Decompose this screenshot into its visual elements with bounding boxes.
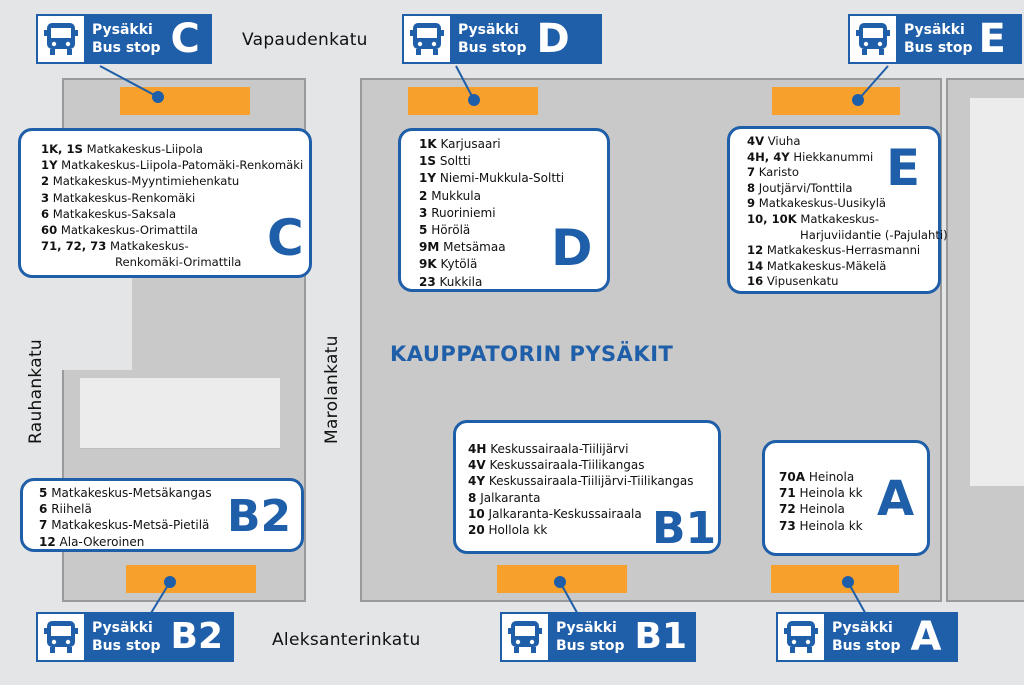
route-number: 71 [779,486,796,501]
route-row [779,469,863,485]
route-number: 12 [747,243,764,258]
route-number: 9K [419,257,437,272]
route-number: 8 [468,490,477,505]
route-number: 3 [419,205,428,220]
route-destination: Karisto [758,165,799,180]
route-panel-b2 [20,478,304,552]
route-destination: Viuha [767,134,801,148]
route-number: 2 [41,174,50,189]
route-destination: Keskussairaala-Tiilikangas [489,458,645,473]
route-destination: Matkakeskus-Myyntimiehenkatu [52,174,240,189]
route-number: 5 [419,223,428,238]
route-number: 4H [468,442,487,456]
route-destination: Ala-Okeroinen [59,534,145,549]
panel-letter-b1: B1 [652,503,717,554]
route-destination: Matkakeskus-Metsäkangas [51,486,212,500]
route-panel-c [18,128,312,278]
route-row [41,206,303,222]
route-panel-a [762,440,930,556]
route-destination: Kytölä [440,257,478,272]
route-row [419,170,564,187]
route-destination: Hollola kk [488,523,548,538]
route-row [41,173,303,189]
sign-letter: B2 [170,616,224,657]
route-destination: Harjuviidantie (-Pajulahti) [800,227,948,242]
route-destination: Matkakeskus-Herrasmanni [766,243,921,258]
route-number: 70A [779,470,805,484]
sign-text-en: Bus stop [556,638,625,654]
route-row [779,501,863,517]
sign-text-en: Bus stop [458,40,527,56]
route-destination: Matkakeskus-Liipola-Patomäki-Renkomäki [61,158,304,173]
street-marolankatu: Marolankatu [322,335,342,444]
route-panel-b1 [453,420,721,554]
route-list-d [419,136,564,291]
route-row [468,473,694,489]
route-destination: Niemi-Mukkula-Soltti [439,171,565,186]
route-destination: Soltti [439,154,471,169]
route-number: 4V [468,458,486,473]
route-row [419,153,564,170]
stop-sign-d [402,14,602,64]
stop-sign-b1 [500,612,696,662]
panel-letter-b2: B2 [227,491,292,542]
route-number: 9 [747,196,756,211]
bus-icon [404,16,450,62]
route-number: 1S [419,154,436,169]
route-row [41,254,303,270]
sign-text-fi: Pysäkki [92,620,153,636]
stop-sign-b2 [36,612,234,662]
route-number: 16 [747,274,764,289]
route-destination: Hiekkanummi [793,149,874,164]
route-number: 1K, 1S [41,142,83,156]
route-number: 1K [419,137,437,151]
route-row [419,136,564,153]
panel-letter-a: A [877,471,915,527]
sign-letter: D [536,16,570,62]
sign-letter: C [170,16,200,62]
route-row [747,259,948,275]
route-number: 4V [747,134,765,148]
route-number: 71, 72, 73 [41,239,107,254]
route-row [747,212,948,228]
route-destination: Kukkila [439,274,483,289]
route-row [468,441,694,457]
route-row [747,274,948,290]
sign-text-en: Bus stop [904,40,973,56]
route-row [747,228,948,244]
route-number: 20 [468,523,485,538]
route-number: 1Y [419,171,437,186]
route-destination: Keskussairaala-Tiilijärvi [490,442,629,456]
route-destination: Hörölä [431,223,471,238]
route-row [419,222,564,239]
route-destination: Vipusenkatu [766,274,839,289]
route-destination: Matkakeskus- [800,211,880,226]
route-number: 10 [468,506,485,521]
route-list-a [779,469,863,534]
route-row [419,205,564,222]
route-row [39,501,212,517]
route-number: 73 [779,518,796,533]
bus-icon [778,614,824,660]
route-row [39,485,212,501]
bus-icon [38,614,84,660]
route-number: 2 [419,188,428,203]
sign-text-fi: Pysäkki [92,22,153,38]
route-row [779,518,863,534]
route-row [419,239,564,256]
sign-letter: A [910,614,942,660]
street-rauhankatu: Rauhankatu [26,339,46,444]
route-row [41,222,303,238]
route-list-c [41,141,303,271]
sign-text-en: Bus stop [832,638,901,654]
route-row [39,534,212,550]
route-panel-d [398,128,610,292]
route-number: 14 [747,258,764,273]
bus-icon [38,16,84,62]
route-destination: Heinola kk [799,518,863,533]
sign-letter: E [978,16,1006,62]
route-destination: Jalkaranta [480,490,541,505]
sign-text-fi: Pysäkki [832,620,893,636]
route-destination: Matkakeskus-Orimattila [60,223,198,238]
route-row [41,190,303,206]
route-destination: Matkakeskus-Metsä-Pietilä [51,518,210,533]
route-number: 12 [39,534,56,549]
route-number: 6 [41,206,50,221]
route-destination: Karjusaari [440,137,501,151]
route-destination: Matkakeskus- [109,239,189,254]
route-number: 7 [39,518,48,533]
route-number: 4Y [468,474,486,489]
route-destination: Heinola [799,502,845,517]
route-number: 5 [39,486,48,500]
route-destination: Matkakeskus-Renkomäki [52,190,196,205]
route-destination: Metsämaa [443,240,506,255]
route-destination: Matkakeskus-Liipola [86,142,203,156]
page-title: KAUPPATORIN PYSÄKIT [390,342,674,366]
route-number: 6 [39,502,48,517]
route-number: 9M [419,240,440,255]
route-number: 10, 10K [747,211,797,226]
route-row [779,485,863,501]
route-row [41,141,303,157]
route-number: 23 [419,274,436,289]
route-number: 72 [779,502,796,517]
route-number: 60 [41,223,58,238]
route-panel-e [727,126,948,294]
route-destination: Matkakeskus-Mäkelä [766,258,887,273]
street-aleksanterinkatu: Aleksanterinkatu [272,630,421,650]
route-number: 4H, 4Y [747,149,790,164]
route-destination: Renkomäki-Orimattila [115,255,242,270]
route-destination: Keskussairaala-Tiilijärvi-Tiilikangas [488,474,694,489]
panel-letter-d: D [551,219,593,277]
route-destination: Ruoriniemi [431,205,496,220]
route-destination: Jalkaranta-Keskussairaala [488,506,642,521]
route-row [419,256,564,273]
route-row [39,517,212,533]
route-row [419,188,564,205]
stop-sign-a [776,612,958,662]
stop-sign-e [848,14,1022,64]
sign-text-en: Bus stop [92,40,161,56]
route-destination: Joutjärvi/Tonttila [758,180,853,195]
bus-icon [502,614,548,660]
route-number: 8 [747,180,756,195]
route-number: 1Y [41,158,58,173]
route-row [747,196,948,212]
route-destination: Mukkula [431,188,481,203]
sign-text-fi: Pysäkki [904,22,965,38]
route-number: 3 [41,190,50,205]
route-number: 7 [747,165,756,180]
stop-sign-c [36,14,212,64]
route-destination: Matkakeskus-Saksala [52,206,177,221]
sign-text-fi: Pysäkki [556,620,617,636]
route-row [419,274,564,291]
route-destination: Heinola [808,470,855,484]
route-row [747,243,948,259]
sign-text-fi: Pysäkki [458,22,519,38]
route-row [41,157,303,173]
route-list-b2 [39,485,212,550]
bus-icon [850,16,896,62]
street-vapaudenkatu: Vapaudenkatu [242,30,368,50]
route-destination: Heinola kk [799,486,863,501]
route-row [41,238,303,254]
route-destination: Matkakeskus-Uusikylä [758,196,887,211]
sign-text-en: Bus stop [92,638,161,654]
panel-letter-c: C [267,209,304,267]
route-row [468,457,694,473]
route-destination: Riihelä [51,502,92,517]
panel-letter-e: E [886,139,921,197]
sign-letter: B1 [634,616,688,657]
